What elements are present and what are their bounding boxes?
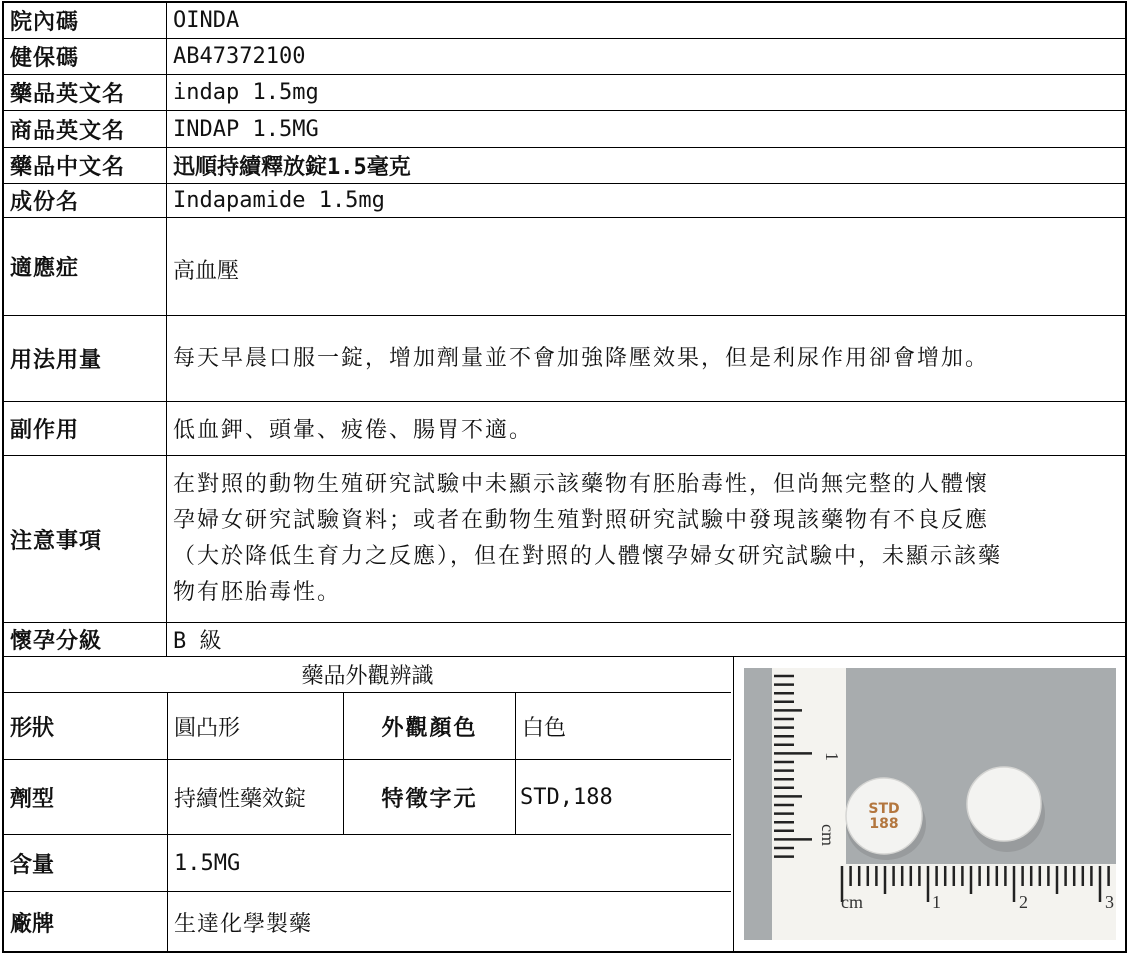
tablet-imprint-std: STD — [868, 801, 900, 817]
ruler-mark-2: 2 — [1019, 892, 1028, 912]
drug-info-sheet — [2, 1, 1127, 953]
nhi-code-value: AB47372100 — [173, 44, 306, 69]
pregnancy-category-value: B 級 — [173, 629, 222, 654]
pregnancy-category-label: 懷孕分級 — [4, 623, 167, 656]
drug-chinese-name-value: 迅順持續釋放錠1.5毫克 — [173, 155, 411, 180]
nhi-code-label: 健保碼 — [4, 39, 167, 74]
form-value: 持續性藥效錠 — [167, 760, 343, 835]
row-precautions — [4, 456, 1125, 623]
horizontal-ruler-unit: cm — [841, 892, 863, 912]
brand-english-name-value: INDAP 1.5MG — [173, 116, 319, 142]
ruler-mark-3: 3 — [1105, 892, 1114, 912]
drug-english-name-value: indap 1.5mg — [173, 80, 319, 105]
color-value: 白色 — [515, 693, 731, 760]
row-pregnancy-category — [4, 623, 1125, 657]
dosage-label: 用法用量 — [4, 316, 167, 401]
vertical-ruler-mark: 1 — [822, 752, 842, 761]
vertical-ruler-unit: cm — [818, 824, 838, 846]
hospital-code-label: 院內碼 — [4, 3, 167, 38]
drug-english-name-label: 藥品英文名 — [4, 75, 167, 110]
precautions-label: 注意事項 — [4, 456, 167, 622]
appearance-title: 藥品外觀辨識 — [4, 657, 731, 693]
marking-value: STD,188 — [515, 760, 731, 835]
marking-label: 特徵字元 — [343, 760, 515, 835]
row-hospital-code — [4, 3, 1125, 39]
side-effects-label: 副作用 — [4, 402, 167, 455]
row-drug-english-name — [4, 75, 1125, 111]
row-brand-english-name — [4, 111, 1125, 148]
precautions-value: 在對照的動物生殖研究試驗中未顯示該藥物有胚胎毒性，但尚無完整的人體懷孕婦女研究試驗資料；或者在動物生殖對照研究試驗中發現該藥物有不良反應（大於降低生育力之反應），但在對照的人體懷孕婦女研究試驗中，未顯示該藥物有胚胎毒性。 — [173, 472, 1003, 605]
tablet-photo — [744, 668, 1116, 940]
form-label: 劑型 — [4, 760, 167, 835]
row-drug-chinese-name — [4, 148, 1125, 184]
row-ingredient — [4, 184, 1125, 218]
manufacturer-value: 生達化學製藥 — [167, 892, 731, 953]
ingredient-value: Indapamide 1.5mg — [173, 188, 385, 213]
brand-english-name-label: 商品英文名 — [4, 111, 167, 147]
indication-value: 高血壓 — [173, 259, 240, 284]
indication-label: 適應症 — [4, 218, 167, 315]
strength-value: 1.5MG — [167, 835, 731, 892]
row-side-effects — [4, 402, 1125, 456]
tablet-photo-cell — [733, 657, 1125, 951]
drug-chinese-name-label: 藥品中文名 — [4, 148, 167, 183]
appearance-section — [4, 657, 731, 953]
color-label: 外觀顏色 — [343, 693, 515, 760]
side-effects-value: 低血鉀、頭暈、疲倦、腸胃不適。 — [173, 418, 534, 443]
dosage-cell — [167, 316, 1125, 401]
row-dosage — [4, 316, 1125, 402]
precautions-cell — [167, 456, 1125, 622]
manufacturer-label: 廠牌 — [10, 911, 55, 937]
ingredient-label: 成份名 — [4, 184, 167, 217]
shape-value: 圓凸形 — [167, 693, 343, 760]
strength-label: 含量 — [4, 835, 167, 892]
ruler-mark-1: 1 — [932, 892, 941, 912]
tablet-imprint-188: 188 — [869, 816, 899, 832]
dosage-value: 每天早晨口服一錠，增加劑量並不會加強降壓效果，但是利尿作用卻會增加。 — [173, 345, 990, 371]
row-indication — [4, 218, 1125, 316]
row-nhi-code — [4, 39, 1125, 75]
hospital-code-value: OINDA — [173, 8, 240, 33]
tablet-back — [967, 767, 1041, 841]
shape-label: 形狀 — [4, 693, 167, 760]
